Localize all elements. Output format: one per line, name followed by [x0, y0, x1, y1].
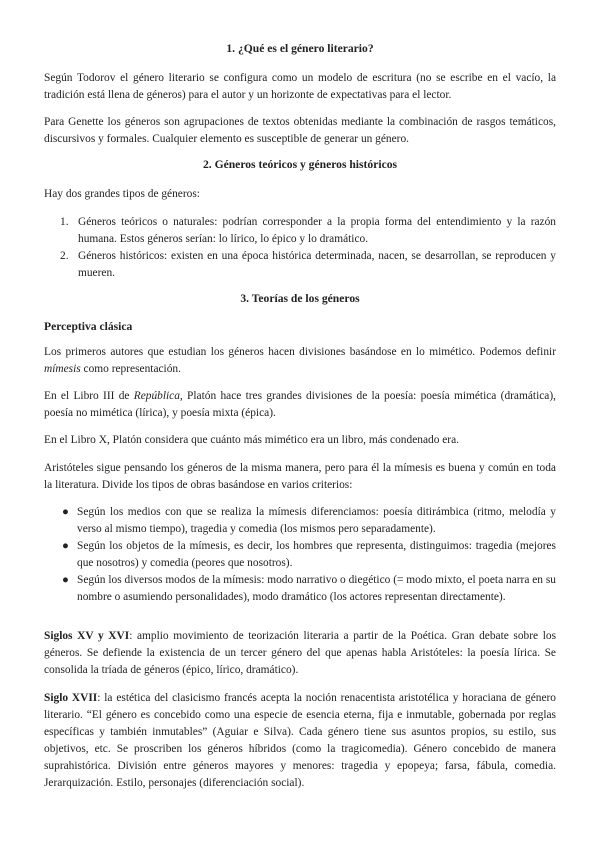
paragraph-siglo-xvii: Siglo XVII: la estética del clasicismo francés acepta la noción renacentista aristotélica y horaciana de género literario. “El género es concebido como una especie de esencia eterna, fija e inmutable, gobernada por reglas específicas y también inmutables” (Aguiar e Silva). Cada género tiene sus asuntos propios, su estilo, sus objetivos, etc. Se proscriben los géneros híbridos (como la tragicomedia). Género concebido de manera suprahistórica. División entre géneros mayores y menores: tragedia y epopeya; farsa, fábula, comedia. Jerarquización. Estilo, personajes (diferenciación social). — [44, 692, 556, 789]
list-item — [62, 504, 556, 538]
paragraph-platon-libro-x: En el Libro X, Platón considera que cuánto más mimético era un libro, más condenado era. — [44, 434, 459, 446]
paragraph-siglos-xv-xvi: Siglos XV y XVI: amplio movimiento de teorización literaria a partir de la Poética. Gran debate sobre los géneros. Se defiende la existencia de un tercer género del que apenas habla Aristóteles: la poesía lírica. Se consolida la tríada de géneros (épico, lírico, dramático). — [44, 630, 557, 676]
list-item-marker: 1. — [60, 216, 69, 228]
bullet-text: Según los objetos de la mímesis, es decir, los hombres que representa, distinguimos: tragedia (mejores que nosotros) y comedia (peores que nosotros). — [77, 540, 556, 569]
bullet-marker: ● — [62, 540, 69, 552]
paragraph-aristoteles: Aristóteles sigue pensando los géneros de la misma manera, pero para él la mímesis es buena y común en toda la literatura. Divide los tipos de obras basándose en varios criterios: — [44, 462, 556, 491]
paragraph-intro-types: Hay dos grandes tipos de géneros: — [44, 188, 200, 200]
list-item-text: Géneros teóricos o naturales: podrían corresponder a la propia forma del entendimiento y la razón humana. Estos géneros serían: lo lírico, lo épico y lo dramático. — [78, 216, 556, 245]
label-siglos-xv-xvi: Siglos XV y XVI — [44, 630, 130, 642]
list-item — [62, 538, 556, 572]
bullet-marker: ● — [62, 574, 69, 586]
list-item-text: Géneros históricos: existen en una época histórica determinada, nacen, se desarrollan, se reproducen y mueren. — [78, 250, 556, 279]
emphasis-republica: República — [133, 390, 180, 402]
paragraph-todorov: Según Todorov el género literario se configura como un modelo de escritura (no se escribe en el vacío, la tradición está llena de géneros) para el autor y un horizonte de expectativas para el lector. — [44, 72, 556, 101]
section-1-heading: 1. ¿Qué es el género literario? — [226, 42, 374, 55]
paragraph-mimesis: Los primeros autores que estudian los géneros hacen divisiones basándose en lo mimético. Podemos definir mímesis como representación. — [44, 346, 556, 375]
bullet-marker: ● — [62, 506, 69, 518]
list-item — [62, 572, 556, 606]
bullet-text: Según los diversos modos de la mímesis: modo narrativo o diegético (= modo mixto, el poeta narra en su nombre o asumiendo personalidades), modo dramático (los actores representan directamente). — [77, 574, 556, 603]
list-item — [60, 248, 556, 282]
label-siglo-xvii: Siglo XVII — [44, 692, 98, 704]
subheading-perceptiva-clasica: Perceptiva clásica — [44, 320, 133, 333]
paragraph-genette: Para Genette los géneros son agrupaciones de textos obtenidas mediante la combinación de rasgos temáticos, discursivos y formales. Cualquier elemento es susceptible de generar un género. — [44, 116, 556, 145]
paragraph-platon-libro-iii: En el Libro III de República, Platón hace tres grandes divisiones de la poesía: poesía mimética (dramática), poesía no mimética (lírica), y poesía mixta (épica). — [44, 390, 556, 419]
section-3-heading: 3. Teorías de los géneros — [240, 292, 360, 305]
section-2-heading: 2. Géneros teóricos y géneros históricos — [202, 158, 398, 171]
emphasis-mimesis: mímesis — [44, 363, 81, 375]
list-item-marker: 2. — [60, 250, 69, 262]
list-item — [60, 214, 556, 248]
bullet-text: Según los medios con que se realiza la mímesis diferenciamos: poesía ditirámbica (ritmo, melodía y verso al mismo tiempo), tragedia y comedia (los mismos pero separadamente). — [77, 506, 556, 535]
